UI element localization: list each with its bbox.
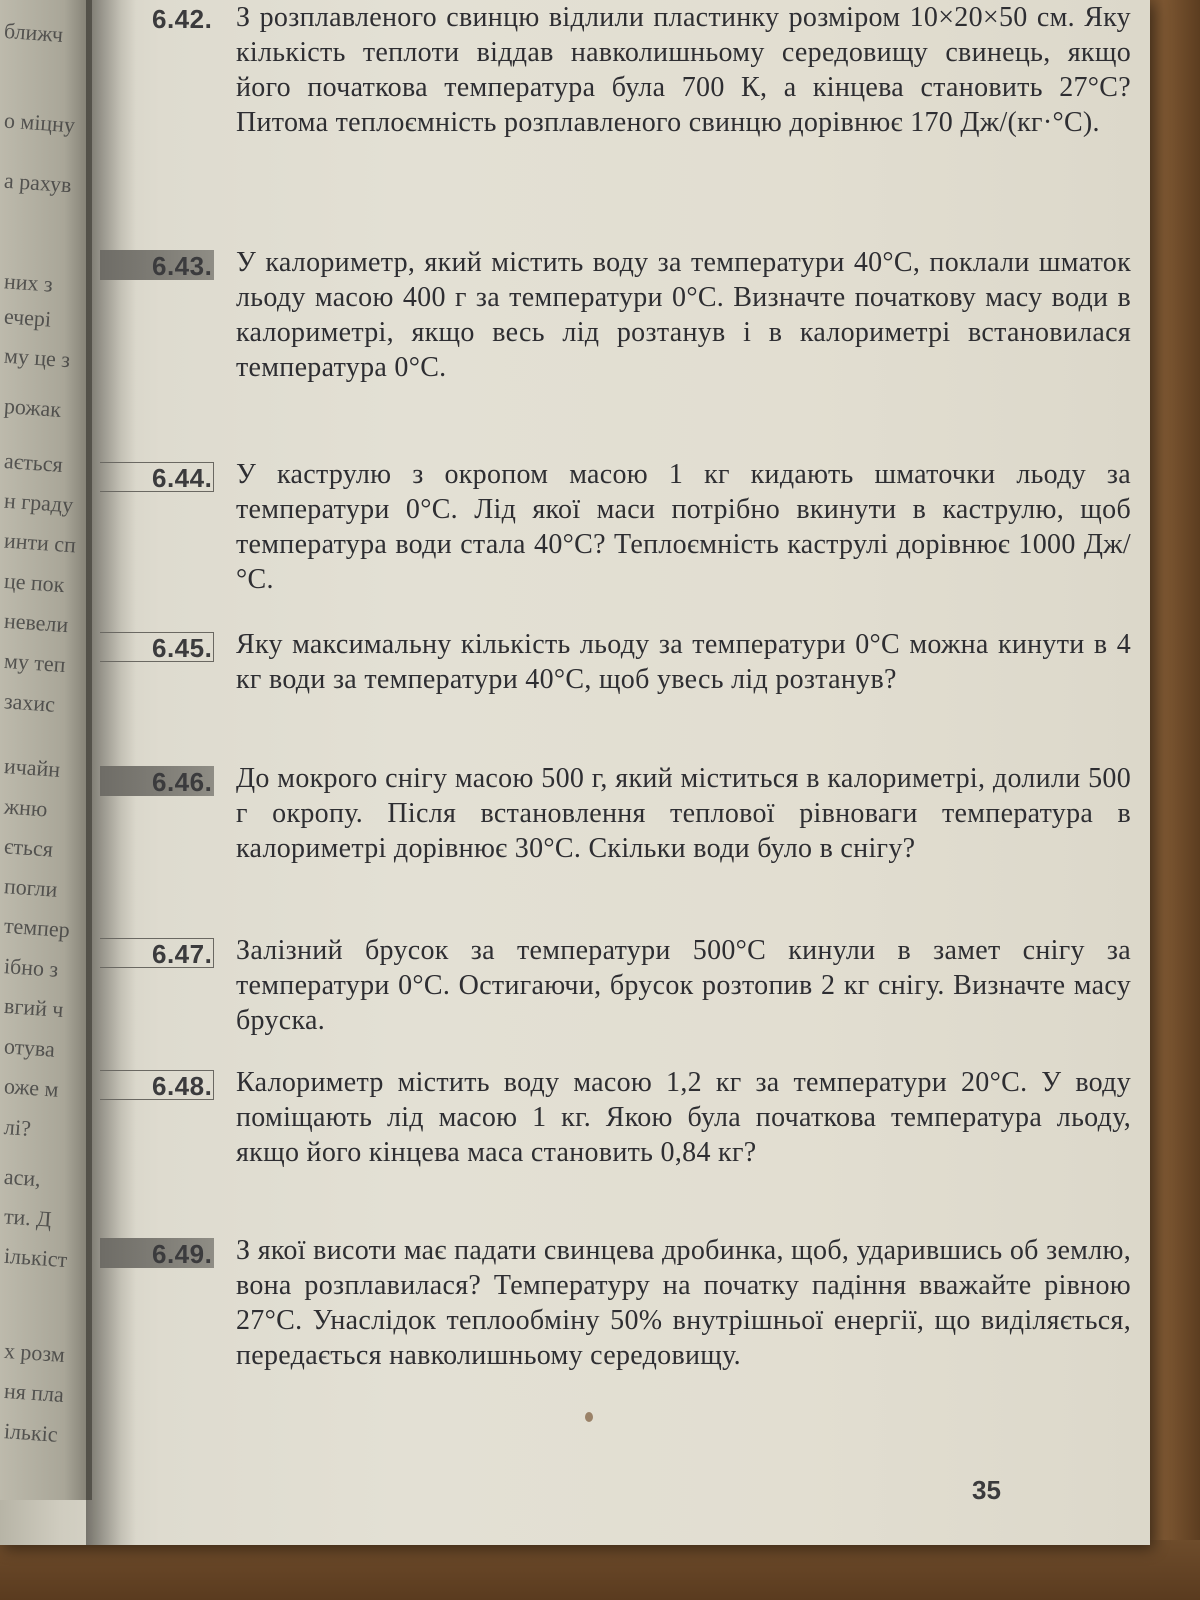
problem-number: 6.45. [152,633,213,663]
left-page-fragment: невели [3,607,70,638]
left-page-fragment: захис [3,688,56,717]
problem-number: 6.49. [152,1239,213,1269]
left-page-fragment: ається [3,447,64,478]
left-page-fragment: оже м [3,1073,60,1102]
problem-number: 6.47. [152,939,213,969]
left-page-fragment: це пок [3,567,66,598]
left-page-fragment: ня пла [3,1377,65,1408]
left-page-fragment: ількіс [3,1418,59,1447]
problem-text: Калориметр містить воду масою 1,2 кг за температури 20°С. У воду поміщають лід масою 1 кг. Якою була початкова температура льоду, якщо його кінцева маса становить 0,84 кг? [236,1067,1131,1168]
left-page-fragment: ближч [3,17,64,48]
problem-number: 6.43. [152,251,213,281]
page-number: 35 [972,1475,1001,1505]
left-page-fragment: отува [3,1033,56,1062]
left-page-fragment: ичайн [3,753,61,782]
problem-number: 6.44. [152,463,213,493]
left-page-fragment: лі? [3,1114,32,1141]
left-page-fragment: ечері [3,303,53,332]
problem-text: З якої висоти має падати свинцева дробинка, щоб, ударившись об землю, вона розплавилася? Температуру на початку падіння вважайте рівною 27°С. Унаслідок теплообміну 50% внутрішньої енергії, що виділяється, передається навколишньому середовищу. [236,1235,1131,1371]
problem-number: 6.48. [152,1071,213,1101]
problem-text: Яку максимальну кількість льоду за температури 0°С можна кинути в 4 кг води за температури 40°С, щоб увесь лід розтанув? [236,629,1131,695]
left-page-fragment: рожак [3,393,62,422]
wooden-desk-bottom [0,1540,1200,1600]
left-page-fragment: аси, [3,1163,42,1192]
left-page-fragment: ількіст [3,1242,69,1273]
ink-blot [585,1412,593,1422]
problem-text: У калориметр, який містить воду за температури 40°С, поклали шматок льоду масою 400 г за температури 0°С. Визначте початкову масу води в калориметрі, якщо весь лід розтанув і в калориметрі встановилася температура 0°С. [236,247,1131,383]
problem-text: До мокрого снігу масою 500 г, який міститься в калориметрі, долили 500 г окропу. Після встановлення теплової рівноваги температура в калориметрі дорівнює 30°С. Скільки води було в снігу? [236,763,1131,864]
problem-number: 6.46. [152,767,213,797]
problem-text: Залізний брусок за температури 500°С кинули в замет снігу за температури 0°С. Остигаючи, брусок розтопив 2 кг снігу. Визначте масу бруска. [236,935,1131,1036]
left-page-fragment: ти. Д [3,1203,53,1232]
left-page-fragment: жню [3,793,49,822]
left-page-fragment: инти сп [3,527,77,558]
left-page-fragment: о міцну [3,107,76,138]
left-page-fragment: х розм [3,1337,66,1368]
left-page-fragment: му теп [3,647,67,678]
left-page-fragment: погли [3,873,59,902]
left-page-fragment: н граду [3,487,75,518]
left-page-fragment: ібно з [3,953,60,982]
problem-number: 6.42. [152,4,213,34]
left-page-fragment: а рахув [3,167,73,198]
left-page-fragment: темпер [3,912,71,943]
problem-text: З розплавленого свинцю відлили пластинку розміром 10×20×50 см. Яку кількість теплоти віддав навколишньому середовищу свинець, якщо його початкова температура була 700 К, а кінцева становить 27°С? Питома теплоємність розплавленого свинцю дорівнює 170 Дж/(кг·°С). [236,2,1131,138]
left-page-fragment: ється [3,833,54,862]
left-page-fragment: му це з [3,342,71,373]
left-page-fragment: вгий ч [3,992,65,1023]
left-page-edge [0,0,92,1500]
left-page-fragment: них з [3,268,54,297]
problem-text: У каструлю з окропом масою 1 кг кидають шматочки льоду за температури 0°С. Лід якої маси потрібно вкинути в каструлю, щоб температура води стала 40°С? Теплоємність каструлі дорівнює 1000 Дж/°С. [236,459,1131,595]
